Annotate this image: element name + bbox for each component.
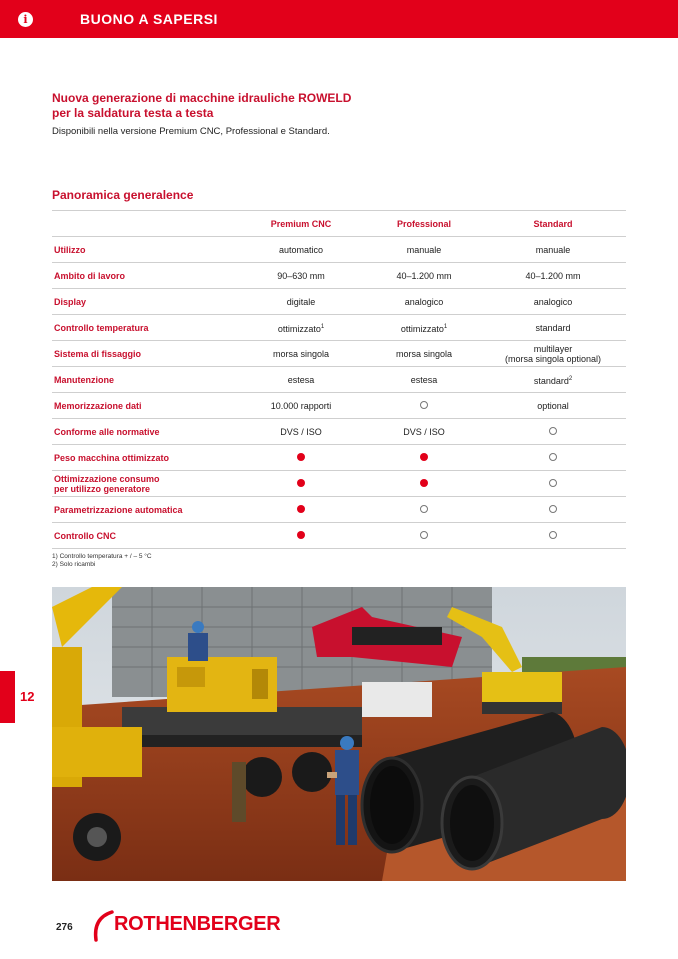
cell-text: optional	[537, 400, 569, 411]
table-cell	[234, 497, 368, 523]
table-cell	[368, 237, 480, 263]
table-row	[52, 315, 626, 341]
table-row	[52, 393, 626, 419]
filled-dot-icon	[297, 479, 305, 487]
cell-text: ottimizzato	[277, 323, 321, 334]
table-cell	[368, 315, 480, 341]
cell-text: DVS / ISO	[403, 426, 445, 437]
table-cell	[234, 237, 368, 263]
table-cell	[368, 341, 480, 367]
cell-text: 40–1.200 mm	[525, 270, 581, 281]
row-label-text: Manutenzione	[54, 374, 114, 385]
table-row	[52, 497, 626, 523]
table-cell	[480, 471, 626, 497]
table-row	[52, 471, 626, 497]
table-cell	[480, 497, 626, 523]
table-row	[52, 341, 626, 367]
row-label	[52, 289, 234, 315]
empty-circle-icon	[549, 427, 557, 435]
cell-text: manuale	[535, 244, 571, 255]
table-cell	[480, 341, 626, 367]
footnote-2: 2) Solo ricambi	[52, 561, 96, 568]
table-row	[52, 445, 626, 471]
filled-dot-icon	[297, 531, 305, 539]
section-title: Panoramica generalence	[52, 188, 194, 202]
table-cell	[480, 393, 626, 419]
table-cell	[368, 367, 480, 393]
empty-circle-icon	[549, 505, 557, 513]
cell-value	[537, 401, 569, 411]
row-label	[52, 341, 234, 367]
table-cell	[368, 471, 480, 497]
row-label-text: Parametrizzazione automatica	[54, 504, 183, 515]
cell-text: 90–630 mm	[277, 270, 325, 281]
chapter-tab	[0, 671, 15, 723]
footnote-marker: 2	[568, 375, 573, 382]
row-label-text: Peso macchina ottimizzato	[54, 452, 170, 463]
row-label-text: Controllo temperatura	[54, 322, 149, 333]
table-cell	[234, 445, 368, 471]
cell-value	[280, 427, 322, 437]
table-cell	[368, 497, 480, 523]
footnote-marker: 1	[320, 323, 325, 330]
table-cell	[234, 263, 368, 289]
cell-text: automatico	[278, 244, 324, 255]
filled-dot-icon	[420, 479, 428, 487]
cell-text-2: (morsa singola optional)	[504, 353, 602, 364]
cell-value	[411, 375, 438, 385]
comparison-table	[52, 210, 626, 549]
cell-text: estesa	[287, 374, 315, 385]
cell-text: morsa singola	[395, 348, 453, 359]
table-cell	[234, 315, 368, 341]
banner-title: BUONO A SAPERSI	[80, 11, 218, 27]
column-header: Premium CNC	[234, 211, 368, 237]
subtitle: Disponibili nella versione Premium CNC, Professional e Standard.	[52, 126, 330, 137]
cell-value	[279, 245, 323, 255]
empty-circle-icon	[420, 531, 428, 539]
row-label	[52, 315, 234, 341]
cell-text: analogico	[533, 296, 573, 307]
cell-text: manuale	[406, 244, 442, 255]
table-cell	[480, 367, 626, 393]
cell-value	[271, 401, 332, 411]
table-cell	[480, 289, 626, 315]
row-label-text: Ottimizzazione consumo	[54, 473, 160, 484]
cell-text: standard	[533, 375, 569, 386]
cell-value	[396, 271, 451, 281]
cell-text: ottimizzato	[400, 323, 444, 334]
table-cell	[480, 315, 626, 341]
cell-text: estesa	[410, 374, 438, 385]
row-label-text: Utilizzo	[54, 244, 86, 255]
row-label	[52, 367, 234, 393]
empty-circle-icon	[549, 453, 557, 461]
table-cell	[368, 523, 480, 549]
footnote-marker: 1	[443, 323, 448, 330]
footnotes	[52, 553, 152, 569]
cell-value	[278, 322, 324, 334]
headline-line-2: per la saldatura testa a testa	[52, 106, 214, 120]
header-blank	[52, 211, 234, 237]
cell-text: analogico	[404, 296, 444, 307]
chapter-number: 12	[20, 689, 35, 704]
cell-text: multilayer	[533, 343, 573, 354]
row-label	[52, 237, 234, 263]
info-icon: i	[18, 12, 33, 27]
filled-dot-icon	[420, 453, 428, 461]
cell-value	[535, 323, 570, 333]
cell-value	[525, 271, 580, 281]
row-label-text: Sistema di fissaggio	[54, 348, 142, 359]
cell-value	[287, 297, 316, 307]
filled-dot-icon	[297, 505, 305, 513]
row-label	[52, 263, 234, 289]
table-row	[52, 289, 626, 315]
cell-value	[277, 271, 325, 281]
footnote-1: 1) Controllo temperatura + / – 5 °C	[52, 553, 152, 560]
brand-name: ROTHENBERGER	[114, 913, 281, 935]
column-header: Standard	[480, 211, 626, 237]
table-cell	[234, 341, 368, 367]
row-label-text: Controllo CNC	[54, 530, 116, 541]
column-header: Professional	[368, 211, 480, 237]
cell-text: 10.000 rapporti	[270, 400, 332, 411]
cell-text: digitale	[286, 296, 316, 307]
table-cell	[368, 289, 480, 315]
table-header-row	[52, 211, 626, 237]
row-label-text-2: per utilizzo generatore	[54, 483, 151, 494]
table-cell	[480, 263, 626, 289]
table-cell	[234, 419, 368, 445]
table-row	[52, 419, 626, 445]
cell-value	[534, 374, 572, 386]
empty-circle-icon	[549, 479, 557, 487]
headline-line-1: Nuova generazione di macchine idrauliche ROWELD	[52, 91, 352, 105]
table-row	[52, 237, 626, 263]
rothenberger-logo	[90, 909, 300, 943]
table-cell	[234, 523, 368, 549]
table-cell	[234, 393, 368, 419]
table-cell	[480, 237, 626, 263]
row-label-text: Ambito di lavoro	[54, 270, 126, 281]
table-cell	[368, 263, 480, 289]
filled-dot-icon	[297, 453, 305, 461]
row-label	[52, 523, 234, 549]
table-row	[52, 523, 626, 549]
table-cell	[368, 393, 480, 419]
cell-value	[405, 297, 444, 307]
empty-circle-icon	[420, 505, 428, 513]
row-label-text: Memorizzazione dati	[54, 400, 142, 411]
empty-circle-icon	[420, 401, 428, 409]
cell-text: 40–1.200 mm	[396, 270, 452, 281]
row-label-text: Conforme alle normative	[54, 426, 160, 437]
cell-text: morsa singola	[272, 348, 330, 359]
table-cell	[480, 523, 626, 549]
table-cell	[480, 445, 626, 471]
cell-value	[396, 349, 452, 359]
table-row	[52, 263, 626, 289]
cell-value	[403, 427, 445, 437]
empty-circle-icon	[549, 531, 557, 539]
headline	[52, 91, 452, 121]
row-label	[52, 497, 234, 523]
cell-value	[273, 349, 329, 359]
cell-text: DVS / ISO	[280, 426, 322, 437]
cell-value	[505, 344, 601, 364]
cell-value	[288, 375, 315, 385]
top-banner	[0, 0, 678, 38]
row-label-text: Display	[54, 296, 87, 307]
table-cell	[234, 289, 368, 315]
table-cell	[368, 419, 480, 445]
cell-value	[407, 245, 442, 255]
row-label	[52, 445, 234, 471]
row-label	[52, 471, 234, 497]
cell-value	[401, 322, 447, 334]
table-cell	[234, 471, 368, 497]
table-cell	[368, 445, 480, 471]
page-number: 276	[56, 922, 73, 933]
cell-text: standard	[535, 322, 571, 333]
table-cell	[234, 367, 368, 393]
table-row	[52, 367, 626, 393]
row-label	[52, 419, 234, 445]
row-label	[52, 393, 234, 419]
construction-site-photo	[52, 587, 626, 881]
cell-value	[534, 297, 573, 307]
table-cell	[480, 419, 626, 445]
cell-value	[536, 245, 571, 255]
